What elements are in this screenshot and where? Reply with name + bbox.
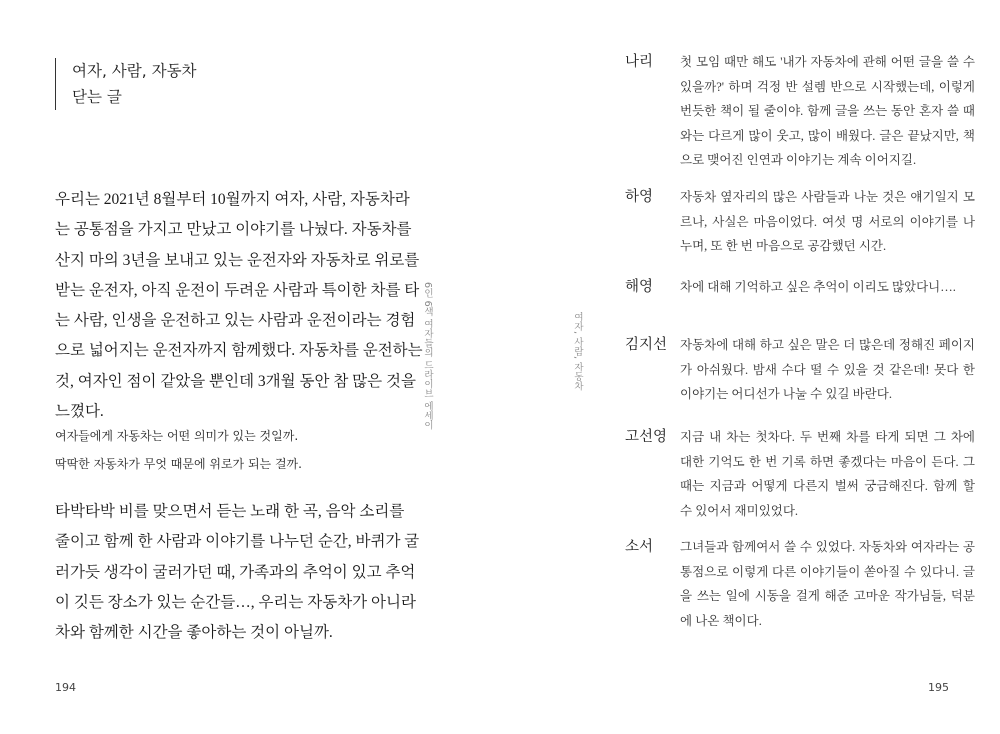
right-page (500, 0, 1000, 734)
note-line: 차에 대해 기억하고 싶은 추억이 이리도 많았다니…. (680, 280, 956, 294)
question-line: 딱딱한 자동차가 무엇 때문에 위로가 되는 걸까. (55, 457, 302, 471)
note-line: 와는 다르게 많이 웃고, 많이 배웠다. 글은 끝났지만, 책 (680, 128, 975, 143)
author-note (680, 185, 975, 259)
paragraph-line: 이 깃든 장소가 있는 순간들…, 우리는 자동차가 아니라 (55, 593, 416, 611)
author-name: 소서 (625, 539, 654, 555)
body-paragraph-1 (55, 185, 423, 427)
note-line: 때는 지금과 어떻게 다른지 벌써 궁금해진다. 함께 할 (680, 479, 975, 493)
author-name: 하영 (625, 189, 654, 205)
note-line: 지금 내 차는 첫차다. 두 번째 차를 타게 되면 그 차에 (680, 430, 975, 444)
note-line: 으로 맺어진 인연과 이야기는 계속 이어지길. (680, 153, 917, 167)
paragraph-line: 산지 마의 3년을 보내고 있는 운전자와 자동차로 위로를 (55, 251, 420, 269)
chapter-title (55, 58, 197, 110)
paragraph-line: 줄이고 함께 한 사람과 이야기를 나누던 순간, 바퀴가 굴 (55, 533, 420, 551)
paragraph-line: 차와 함께한 시간을 좋아하는 것이 아닐까. (55, 624, 333, 642)
paragraph-line: 으로 넓어지는 운전자까지 함께했다. 자동차를 운전하는 (55, 342, 423, 360)
note-line: 첫 모임 때만 해도 '내가 자동차에 관해 어떤 글을 쓸 수 (680, 55, 975, 69)
paragraph-line: 는 사람, 인생을 운전하고 있는 사람과 운전이라는 경험 (55, 312, 416, 330)
question-line: 여자들에게 자동차는 어떤 의미가 있는 것일까. (55, 429, 299, 443)
author-note (680, 50, 975, 173)
note-line: 을 쓰는 일에 시동을 걸게 해준 고마운 작가님들, 덕분 (680, 589, 975, 603)
page-number-left: 194 (55, 681, 76, 694)
note-line: 자동차 옆자리의 많은 사람들과 나눈 것은 얘기일지 모 (680, 190, 975, 204)
body-paragraph-2 (55, 497, 420, 648)
paragraph-line: 러가듯 생각이 굴러가던 때, 가족과의 추억이 있고 추억 (55, 563, 416, 581)
page-number-right: 195 (928, 681, 949, 694)
author-note (680, 535, 975, 633)
paragraph-line: 타박타박 비를 맞으면서 듣는 노래 한 곡, 음악 소리를 (55, 503, 405, 520)
note-line: 가 아쉬웠다. 밤새 수다 떨 수 있을 것 같은데! 못다 한 (680, 362, 975, 377)
note-line: 있을까?' 하며 걱정 반 설렘 반으로 시작했는데, 이렇게 (680, 79, 975, 94)
paragraph-line: 것, 여자인 점이 같았을 뿐인데 3개월 동안 참 많은 것을 (55, 372, 416, 390)
author-note (680, 425, 975, 523)
author-name: 김지선 (625, 337, 668, 353)
note-line: 누며, 또 한 번 마음으로 공감했던 시간. (680, 239, 887, 253)
note-line: 통점으로 이렇게 다른 이야기들이 쏟아질 수 있다니. 글 (680, 564, 975, 579)
question-lines (55, 422, 302, 478)
chapter-title-line-2: 닫는 글 (72, 88, 122, 106)
author-note (680, 333, 975, 407)
note-line: 이야기는 어디선가 나눌 수 있길 바란다. (680, 387, 892, 401)
note-line: 번듯한 책이 될 줄이야. 함께 글을 쓰는 동안 혼자 쓸 때 (680, 104, 975, 118)
author-name: 고선영 (625, 429, 668, 445)
note-line: 수 있어서 재미있었다. (680, 503, 799, 518)
author-name: 해영 (625, 279, 654, 295)
chapter-title-line-1: 여자, 사람, 자동차 (72, 62, 197, 80)
author-name: 나리 (625, 54, 654, 70)
note-line: 자동차에 대해 하고 싶은 말은 더 많은데 정해진 페이지 (680, 338, 975, 352)
note-line: 에 나온 책이다. (680, 613, 762, 628)
paragraph-line: 는 공통점을 가지고 만났고 이야기를 나눴다. 자동차를 (55, 221, 412, 239)
spine-text-right: 여자, 사람, 자동차 (572, 312, 583, 391)
spine-text-left: 6인 6색 여자들의 드라이브 에세이 (422, 282, 433, 430)
note-line: 대한 기억도 한 번 기록 하면 좋겠다는 마음이 든다. 그 (680, 454, 975, 469)
paragraph-line: 느꼈다. (55, 403, 104, 421)
note-line: 르나, 사실은 마음이었다. 여섯 명 서로의 이야기를 나 (680, 214, 975, 229)
paragraph-line: 우리는 2021년 8월부터 10월까지 여자, 사람, 자동차라 (55, 191, 410, 208)
author-note (680, 275, 975, 300)
note-line: 그녀들과 함께여서 쓸 수 있었다. 자동차와 여자라는 공 (680, 540, 975, 554)
paragraph-line: 받는 운전자, 아직 운전이 두려운 사람과 특이한 차를 타 (55, 281, 420, 299)
